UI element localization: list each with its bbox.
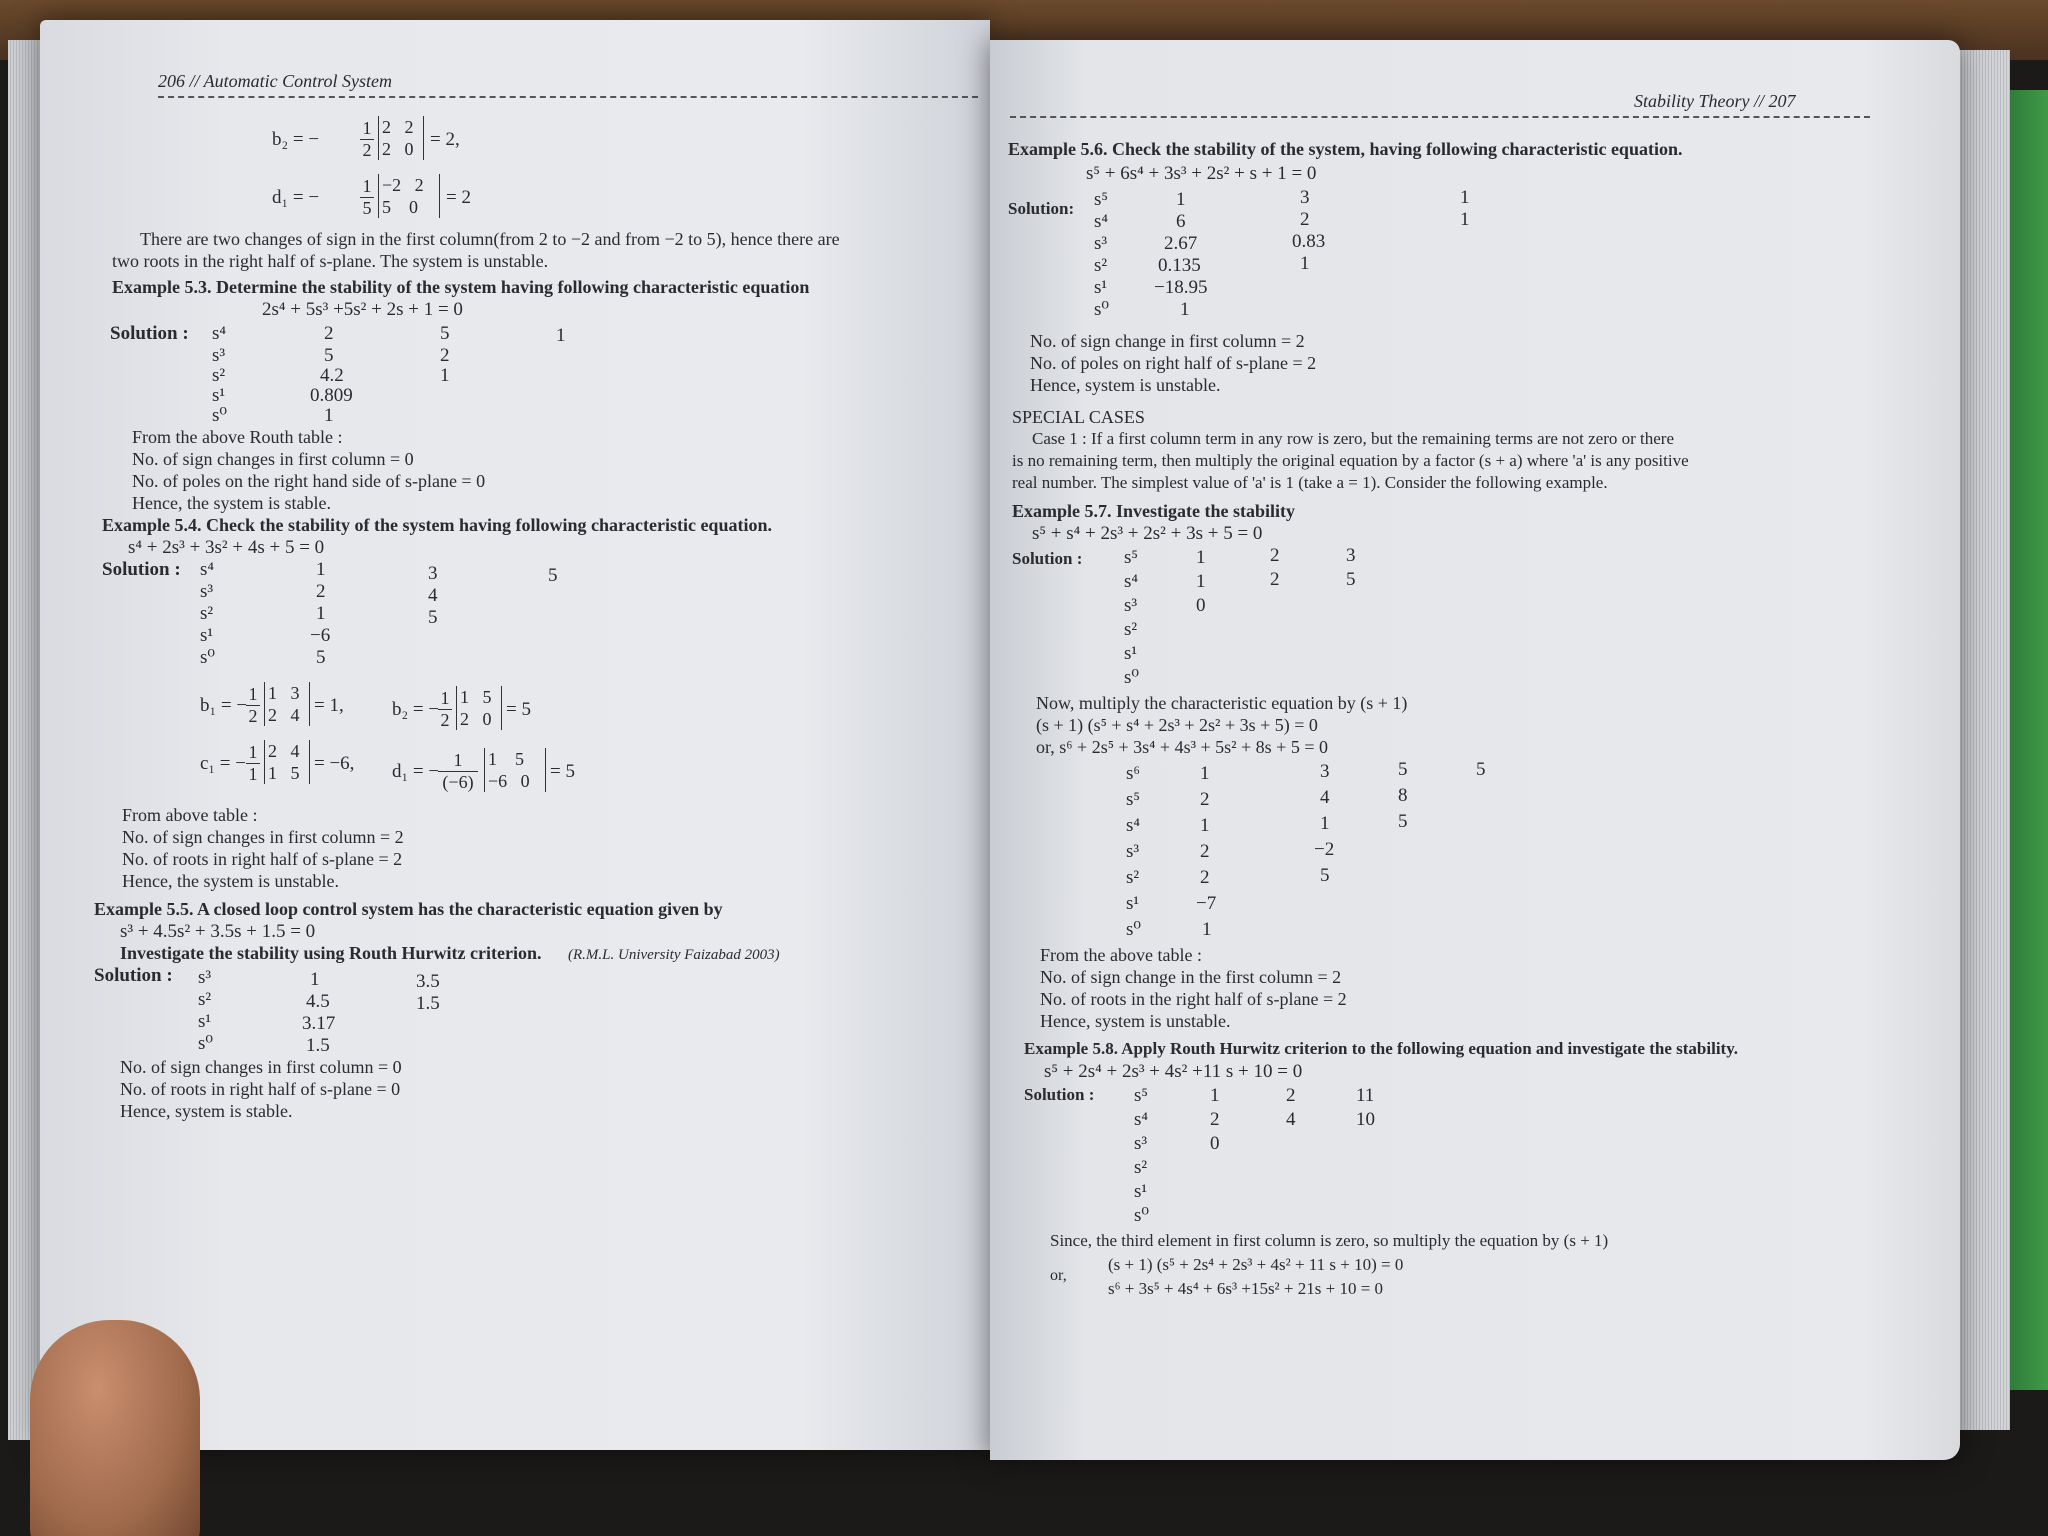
eq-d1b-frac: [438, 750, 478, 793]
table-cell: 1: [1460, 209, 1470, 230]
table-cell: 2: [268, 741, 277, 761]
table-cell: 11: [1356, 1085, 1375, 1106]
table-cell: −2: [382, 175, 402, 195]
table-cell: s⁴: [200, 559, 215, 580]
table-cell: 0: [409, 197, 418, 217]
conclusion-line: From above table :: [122, 805, 258, 825]
table-cell: 0.83: [1292, 231, 1326, 252]
table-cell: 5: [316, 647, 326, 668]
table-cell: 1: [360, 118, 374, 140]
eq-b2b: b₂ = −: [392, 699, 440, 720]
eq-b2: [272, 130, 319, 149]
right-page-header: Stability Theory // 207: [1634, 91, 1796, 111]
section-title: SPECIAL CASES: [1012, 407, 1145, 427]
table-cell: b₂ = −: [272, 129, 320, 150]
paragraph: Now, multiply the characteristic equation by (s + 1): [1036, 693, 1408, 713]
table-cell: 1: [1460, 187, 1470, 208]
table-cell: s⁵: [1134, 1085, 1149, 1106]
conclusion-line: Hence, system is stable.: [120, 1101, 293, 1121]
table-cell: 2: [316, 581, 326, 602]
table-cell: s²: [1124, 619, 1138, 640]
table-cell: 5: [290, 763, 300, 783]
table-cell: 1.5: [416, 993, 440, 1014]
conclusion-line: No. of roots in right half of s-plane = 0: [120, 1079, 401, 1099]
table-cell: 5: [1320, 865, 1330, 886]
conclusion-line: Hence, system is unstable.: [1040, 1011, 1231, 1031]
table-cell: 5: [1476, 759, 1486, 780]
conclusion-line: From the above table :: [1040, 945, 1202, 965]
table-cell: 2: [460, 709, 469, 729]
table-cell: 5: [515, 749, 524, 769]
table-cell: 1: [440, 365, 450, 386]
table-cell: −7: [1196, 893, 1217, 914]
table-cell: 5: [548, 565, 558, 586]
or-label: or,: [1050, 1267, 1067, 1284]
equation: (s + 1) (s⁵ + s⁴ + 2s³ + 2s² + 3s + 5) = 0: [1036, 715, 1318, 735]
conclusion-line: Hence, system is unstable.: [1030, 375, 1221, 395]
left-page: [40, 20, 990, 1450]
paragraph: is no remaining term, then multiply the original equation by a factor (s + a) where 'a' is any positive: [1012, 451, 1689, 470]
table-cell: 4: [290, 705, 300, 725]
table-cell: 2: [1200, 841, 1210, 862]
table-cell: 2: [440, 710, 450, 730]
eq-d1b: d₁ = −: [392, 761, 440, 782]
table-cell: 5: [440, 323, 450, 344]
table-cell: s⁰: [1124, 667, 1140, 688]
table-cell: 3.17: [302, 1013, 336, 1034]
example-title: Example 5.8. Apply Routh Hurwitz criterion to the following equation and investigate the stability.: [1024, 1039, 1739, 1058]
eq-b1-frac: [246, 684, 260, 727]
table-cell: 1: [1200, 763, 1210, 784]
table-cell: 4: [1286, 1109, 1296, 1130]
table-cell: 1: [1200, 815, 1210, 836]
table-cell: 4.2: [320, 365, 344, 386]
paragraph: There are two changes of sign in the first column(from 2 to −2 and from −2 to 5), hence there are: [140, 229, 840, 249]
table-cell: 1: [488, 749, 497, 769]
table-cell: s⁶: [1126, 763, 1141, 784]
header-rule: [158, 96, 978, 98]
table-cell: 2: [382, 117, 391, 137]
paragraph: two roots in the right half of s-plane. The system is unstable.: [112, 251, 549, 271]
table-cell: 6: [1176, 211, 1186, 232]
table-cell: s¹: [212, 385, 226, 406]
header-rule: [1010, 116, 1870, 118]
table-cell: s¹: [198, 1011, 212, 1032]
table-cell: 5: [482, 687, 492, 707]
table-cell: 5: [382, 197, 391, 217]
table-cell: 1: [1180, 299, 1190, 320]
equation: s⁴ + 2s³ + 3s² + 4s + 5 = 0: [128, 537, 325, 558]
table-cell: 1: [556, 325, 566, 346]
table-cell: s¹: [1094, 277, 1108, 298]
table-cell: 1: [1196, 547, 1206, 568]
table-cell: s²: [1126, 867, 1140, 888]
table-cell: s³: [200, 581, 214, 602]
table-cell: 1: [1210, 1085, 1220, 1106]
conclusion-line: No. of roots in the right half of s-plane = 2: [1040, 989, 1347, 1009]
table-cell: 8: [1398, 785, 1408, 806]
equation: s³ + 4.5s² + 3.5s + 1.5 = 0: [120, 921, 316, 942]
table-cell: s³: [1094, 233, 1108, 254]
table-cell: s⁰: [1134, 1205, 1150, 1226]
table-cell: 0: [1196, 595, 1206, 616]
table-cell: 2: [1286, 1085, 1296, 1106]
conclusion-line: No. of sign change in the first column = 2: [1040, 967, 1342, 987]
eq-c1: c₁ = −: [200, 753, 246, 774]
table-cell: s⁵: [1124, 547, 1139, 568]
conclusion-line: Hence, the system is stable.: [132, 493, 331, 513]
table-cell: s¹: [1134, 1181, 1148, 1202]
right-page: [990, 40, 1960, 1460]
table-cell: 1: [1202, 919, 1212, 940]
conclusion-line: No. of sign changes in first column = 0: [120, 1057, 402, 1077]
table-cell: s³: [1126, 841, 1140, 862]
example-title: Example 5.7. Investigate the stability: [1012, 501, 1295, 521]
table-cell: s⁵: [1094, 189, 1109, 210]
example-title: Investigate the stability using Routh Hurwitz criterion.: [120, 943, 542, 963]
table-cell: 0: [404, 139, 414, 159]
table-cell: 5: [428, 607, 438, 628]
eq-b2-frac: [360, 118, 374, 161]
table-cell: 0: [482, 709, 492, 729]
table-cell: 1: [268, 683, 277, 703]
green-cloth: [2008, 90, 2048, 1390]
table-cell: 4: [428, 585, 438, 606]
conclusion-line: Hence, the system is unstable.: [122, 871, 339, 891]
table-cell: 10: [1356, 1109, 1375, 1130]
conclusion-line: No. of poles on right half of s-plane = 2: [1030, 353, 1317, 373]
table-cell: 5: [324, 345, 334, 366]
table-cell: s⁴: [1134, 1109, 1149, 1130]
equation: s⁵ + s⁴ + 2s³ + 2s² + 3s + 5 = 0: [1032, 523, 1263, 544]
example-title: Example 5.4. Check the stability of the system having following characteristic equation.: [102, 515, 772, 535]
table-cell: 1: [1320, 813, 1330, 834]
equation: s⁵ + 2s⁴ + 2s³ + 4s² +11 s + 10 = 0: [1044, 1061, 1303, 1082]
table-cell: s¹: [1124, 643, 1138, 664]
eq-b2-matrix: [378, 116, 424, 160]
table-cell: 5: [1398, 811, 1408, 832]
table-cell: 2: [1300, 209, 1310, 230]
table-cell: 3: [290, 683, 300, 703]
eq-c1-frac: [246, 742, 260, 785]
table-cell: s¹: [200, 625, 214, 646]
table-cell: 1: [324, 405, 334, 426]
conclusion-line: No. of sign changes in first column = 0: [132, 449, 414, 469]
table-cell: 5: [362, 198, 372, 218]
table-cell: (−6): [442, 772, 474, 792]
table-cell: 2: [414, 175, 424, 195]
table-cell: s⁰: [200, 647, 216, 668]
table-cell: 5: [1398, 759, 1408, 780]
table-cell: s³: [198, 967, 212, 988]
table-cell: 1: [268, 763, 277, 783]
equation: s⁵ + 6s⁴ + 3s³ + 2s² + s + 1 = 0: [1086, 163, 1317, 184]
table-cell: 2: [1270, 545, 1280, 566]
table-cell: 1: [460, 687, 469, 707]
table-cell: 4: [1320, 787, 1330, 808]
table-cell: s²: [198, 989, 212, 1010]
table-cell: 5: [1346, 569, 1356, 590]
eq-b1: b₁ = −: [200, 695, 248, 716]
solution-label: Solution :: [102, 559, 181, 580]
conclusion-line: No. of poles on the right hand side of s-plane = 0: [132, 471, 486, 491]
eq-b1-result: = 1,: [314, 695, 344, 716]
table-cell: s²: [212, 365, 226, 386]
eq-c1-matrix: [264, 740, 310, 784]
table-cell: 1: [246, 742, 260, 764]
equation: 2s⁴ + 5s³ +5s² + 2s + 1 = 0: [262, 299, 463, 320]
table-cell: 2: [440, 345, 450, 366]
eq-d1b-result: = 5: [550, 761, 575, 782]
paragraph: Case 1 : If a first column term in any row is zero, but the remaining terms are not zero or there: [1032, 429, 1675, 448]
table-cell: 1: [248, 764, 258, 784]
table-cell: 3.5: [416, 971, 440, 992]
solution-label: Solution:: [1008, 199, 1075, 218]
table-cell: 1: [310, 969, 320, 990]
paragraph: Since, the third element in first column is zero, so multiply the equation by (s + 1): [1050, 1231, 1609, 1250]
eq-d1-result: = 2: [446, 187, 471, 208]
eq-c1-result: = −6,: [314, 753, 355, 774]
table-cell: s⁴: [212, 323, 227, 344]
table-cell: 1: [1300, 253, 1310, 274]
table-cell: 2: [324, 323, 334, 344]
table-cell: 4.5: [306, 991, 330, 1012]
table-cell: −6: [488, 771, 508, 791]
eq-b2b-frac: [438, 688, 452, 731]
reference: (R.M.L. University Faizabad 2003): [568, 947, 780, 963]
table-cell: 3: [1320, 761, 1330, 782]
table-cell: s⁵: [1126, 789, 1141, 810]
table-cell: 1.5: [306, 1035, 330, 1056]
eq-b2b-matrix: [456, 686, 502, 730]
table-cell: 2: [1200, 789, 1210, 810]
table-cell: 2: [1210, 1109, 1220, 1130]
table-cell: 1: [316, 603, 326, 624]
table-cell: 4: [290, 741, 300, 761]
conclusion-line: No. of roots in right half of s-plane = 2: [122, 849, 403, 869]
table-cell: 2: [362, 140, 372, 160]
table-cell: s³: [1124, 595, 1138, 616]
eq-b1-matrix: [264, 682, 310, 726]
table-cell: 2.67: [1164, 233, 1198, 254]
table-cell: 1: [438, 750, 478, 772]
table-cell: 3: [1346, 545, 1356, 566]
conclusion-line: From the above Routh table :: [132, 427, 343, 447]
table-cell: s¹: [1126, 893, 1140, 914]
eq-b2b-result: = 5: [506, 699, 531, 720]
table-cell: 3: [1300, 187, 1310, 208]
table-cell: 2: [382, 139, 391, 159]
equation: s⁶ + 3s⁵ + 4s⁴ + 6s³ +15s² + 21s + 10 = 0: [1108, 1279, 1384, 1298]
eq-d1-matrix: [378, 174, 440, 218]
table-cell: s²: [1134, 1157, 1148, 1178]
example-title: Example 5.6. Check the stability of the system, having following characteristic equation.: [1008, 139, 1683, 159]
table-cell: 1: [1176, 189, 1186, 210]
table-cell: s⁰: [1126, 919, 1142, 940]
table-cell: −18.95: [1154, 277, 1208, 298]
table-cell: 1: [438, 688, 452, 710]
table-cell: s⁴: [1094, 211, 1109, 232]
table-cell: 2: [1270, 569, 1280, 590]
table-cell: s³: [212, 345, 226, 366]
table-cell: s⁰: [212, 405, 228, 426]
eq-b2-result: = 2,: [430, 129, 460, 150]
table-cell: s⁰: [198, 1033, 214, 1054]
equation: (s + 1) (s⁵ + 2s⁴ + 2s³ + 4s² + 11 s + 10) = 0: [1108, 1255, 1404, 1274]
eq-d1-frac: [360, 176, 374, 219]
table-cell: 0: [1210, 1133, 1220, 1154]
solution-label: Solution :: [1024, 1085, 1095, 1104]
table-cell: 0.809: [310, 385, 353, 406]
table-cell: 0.135: [1158, 255, 1201, 276]
table-cell: s⁴: [1124, 571, 1139, 592]
table-cell: 2: [404, 117, 414, 137]
table-cell: s³: [1134, 1133, 1148, 1154]
eq-d1: d₁ = −: [272, 187, 320, 208]
solution-label: Solution :: [1012, 549, 1083, 568]
conclusion-line: No. of sign change in first column = 2: [1030, 331, 1305, 351]
table-cell: −6: [310, 625, 331, 646]
table-cell: s⁴: [1126, 815, 1141, 836]
table-cell: 1: [316, 559, 326, 580]
eq-d1b-matrix: [484, 748, 546, 792]
example-title: Example 5.5. A closed loop control system has the characteristic equation given by: [94, 899, 723, 919]
paragraph: real number. The simplest value of 'a' is 1 (take a = 1). Consider the following example.: [1012, 473, 1608, 492]
table-cell: 1: [1196, 571, 1206, 592]
example-title: Example 5.3. Determine the stability of the system having following characteristic equation: [112, 277, 810, 297]
solution-label: Solution :: [110, 323, 189, 344]
conclusion-line: No. of sign changes in first column = 2: [122, 827, 404, 847]
table-cell: 2: [1200, 867, 1210, 888]
table-cell: 1: [360, 176, 374, 198]
solution-label: Solution :: [94, 965, 173, 986]
table-cell: 3: [428, 563, 438, 584]
equation: or, s⁶ + 2s⁵ + 3s⁴ + 4s³ + 5s² + 8s + 5 = 0: [1036, 737, 1328, 757]
table-cell: s²: [200, 603, 214, 624]
table-cell: s⁰: [1094, 299, 1110, 320]
table-cell: 0: [520, 771, 530, 791]
table-cell: 1: [246, 684, 260, 706]
thumb: [30, 1320, 200, 1536]
left-page-header: 206 // Automatic Control System: [158, 71, 392, 91]
table-cell: 2: [248, 706, 258, 726]
table-cell: s²: [1094, 255, 1108, 276]
table-cell: −2: [1314, 839, 1335, 860]
table-cell: 2: [268, 705, 277, 725]
